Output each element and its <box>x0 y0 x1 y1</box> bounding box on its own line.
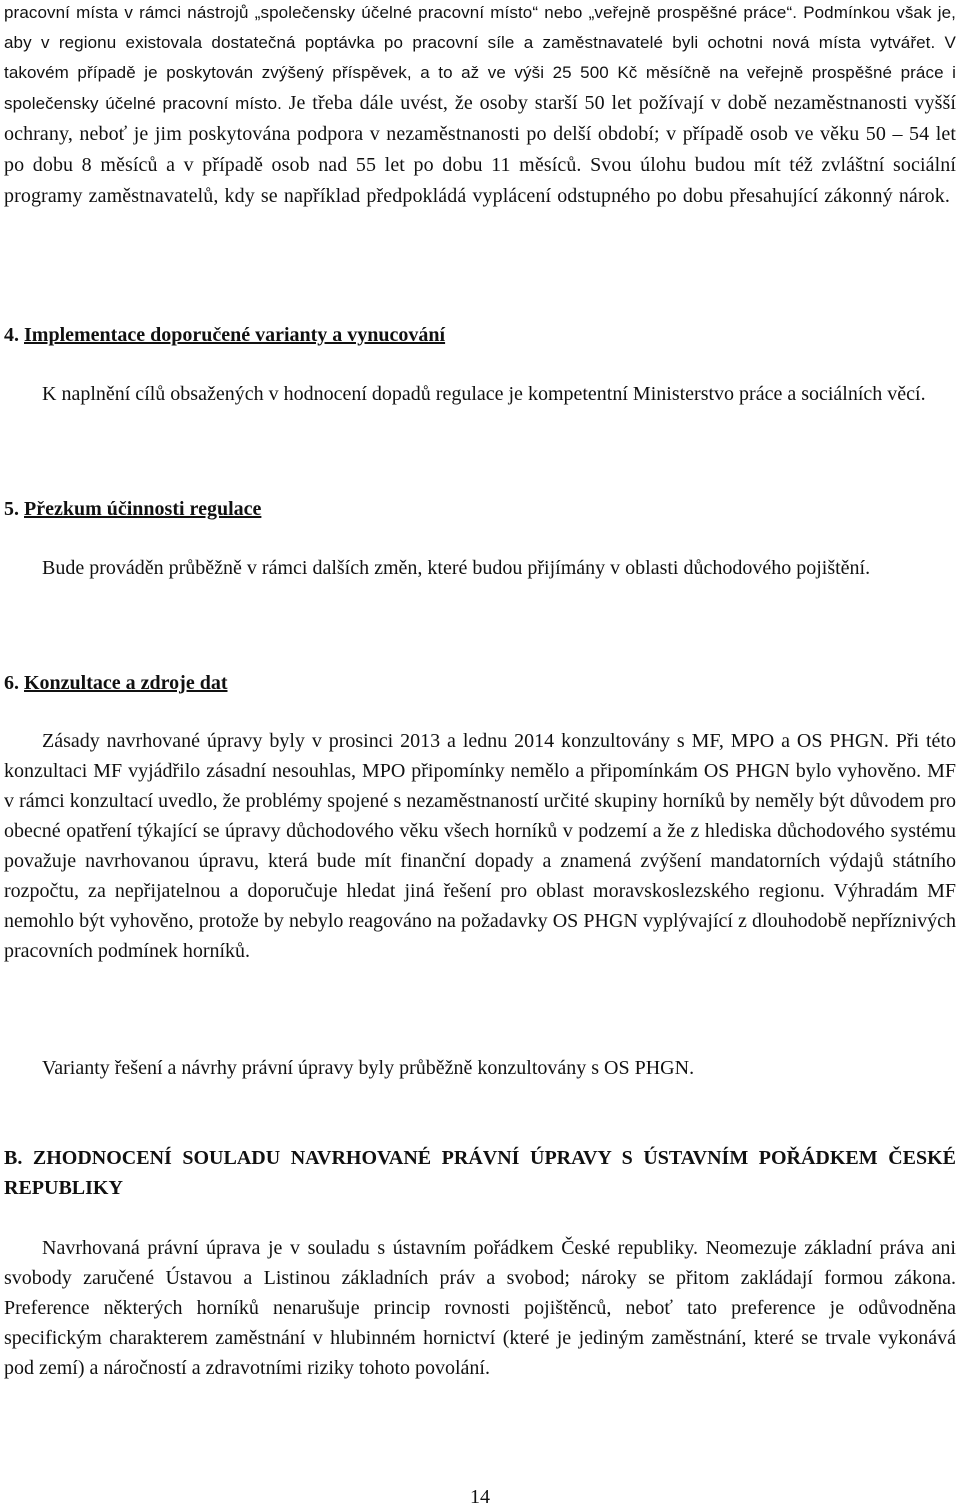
section-6-title: Konzultace a zdroje dat <box>24 672 228 694</box>
section-6-text-1: Zásady navrhované úpravy byly v prosinci 2013 a lednu 2014 konzultovány s MF, MPO a OS PHGN. Při této konzultaci MF vyjádřilo zásadní nesouhlas, MPO připomínky nemělo a připomínkám OS PHGN bylo vyhověno. MF v rámci konzultací uvedlo, že problémy spojené s nezaměstnaností určité skupiny horníků by neměly být důvodem pro obecné opatření týkající se úpravy důchodového věku všech horníků v podzemí a že z hlediska důchodového systému považuje navrhovanou úpravu, která bude mít finanční dopady a znamená zvýšení mandatorních výdajů státního rozpočtu, za nepřijatelnou a doporučuje hledat jiná řešení pro oblast moravskoslezského regionu. Výhradám MF nemohlo být vyhověno, protože by nebylo reagováno na požadavky OS PHGN vyplývající z dlouhodobě nepříznivých pracovních podmínek horníků. <box>4 730 956 962</box>
section-6-heading <box>4 668 228 698</box>
section-b-text: Navrhovaná právní úprava je v souladu s ústavním pořádkem České republiky. Neomezuje základní práva ani svobody zaručené Ústavou a Listinou základních práv a svobod; nároky se přitom zakládají formou zákona. Preference některých horníků nenarušuje princip rovnosti pojištěnců, neboť tato preference je odůvodněna specifickým charakterem zaměstnání v hlubinném hornictví (které je jediným zaměstnání, které se trvale vykonává pod zemí) a náročností a zdravotními riziky tohoto povolání. <box>4 1237 956 1379</box>
page-number: 14 <box>470 1486 490 1508</box>
section-4-heading <box>4 320 445 350</box>
section-5-title: Přezkum účinnosti regulace <box>24 498 262 520</box>
section-4-title: Implementace doporučené varianty a vynucování <box>24 324 446 346</box>
section-5-text: Bude prováděn průběžně v rámci dalších změn, které budou přijímány v oblasti důchodového pojištění. <box>42 557 871 579</box>
intro-paragraph <box>4 0 956 212</box>
intro-serif-text: Je třeba dále uvést, že osoby starší 50 let požívají v době nezaměstnanosti vyšší ochrany, neboť je jim poskytována podpora v nezaměstnanosti po delší období; v případě osob ve věku 50 – 54 let po dobu 8 měsíců a v případě osob nad 55 let po dobu 11 měsíců. Svou úlohu budou mít též zvláštní sociální programy zaměstnavatelů, kdy se například předpokládá vyplácení odstupného po dobu přesahující zákonný nárok. <box>4 92 957 207</box>
section-6-text-2: Varianty řešení a návrhy právní úpravy byly průběžně konzultovány s OS PHGN. <box>42 1057 695 1079</box>
section-4-number: 4. <box>4 324 19 346</box>
section-6-number: 6. <box>4 672 19 694</box>
intro-sans-text: pracovní místa v rámci nástrojů „společensky účelné pracovní místo“ nebo „veřejně prospěšné práce“. Podmínkou však je, aby v regionu existovala dostatečná poptávka po pracovní síle a zaměstnavatelé byli ochotni nová místa vytvářet. V takovém případě je poskytován zvýšený příspěvek, a to až ve výši 25 500 Kč měsíčně na veřejně prospěšné práce i společensky účelné pracovní místo. <box>4 3 956 113</box>
section-5-number: 5. <box>4 498 19 520</box>
section-4-text: K naplnění cílů obsažených v hodnocení dopadů regulace je kompetentní Ministerstvo práce a sociálních věcí. <box>42 383 926 405</box>
section-b-heading: B. ZHODNOCENÍ SOULADU NAVRHOVANÉ PRÁVNÍ ÚPRAVY S ÚSTAVNÍM POŘÁDKEM ČESKÉ REPUBLIKY <box>4 1147 956 1199</box>
section-5-heading <box>4 494 261 524</box>
